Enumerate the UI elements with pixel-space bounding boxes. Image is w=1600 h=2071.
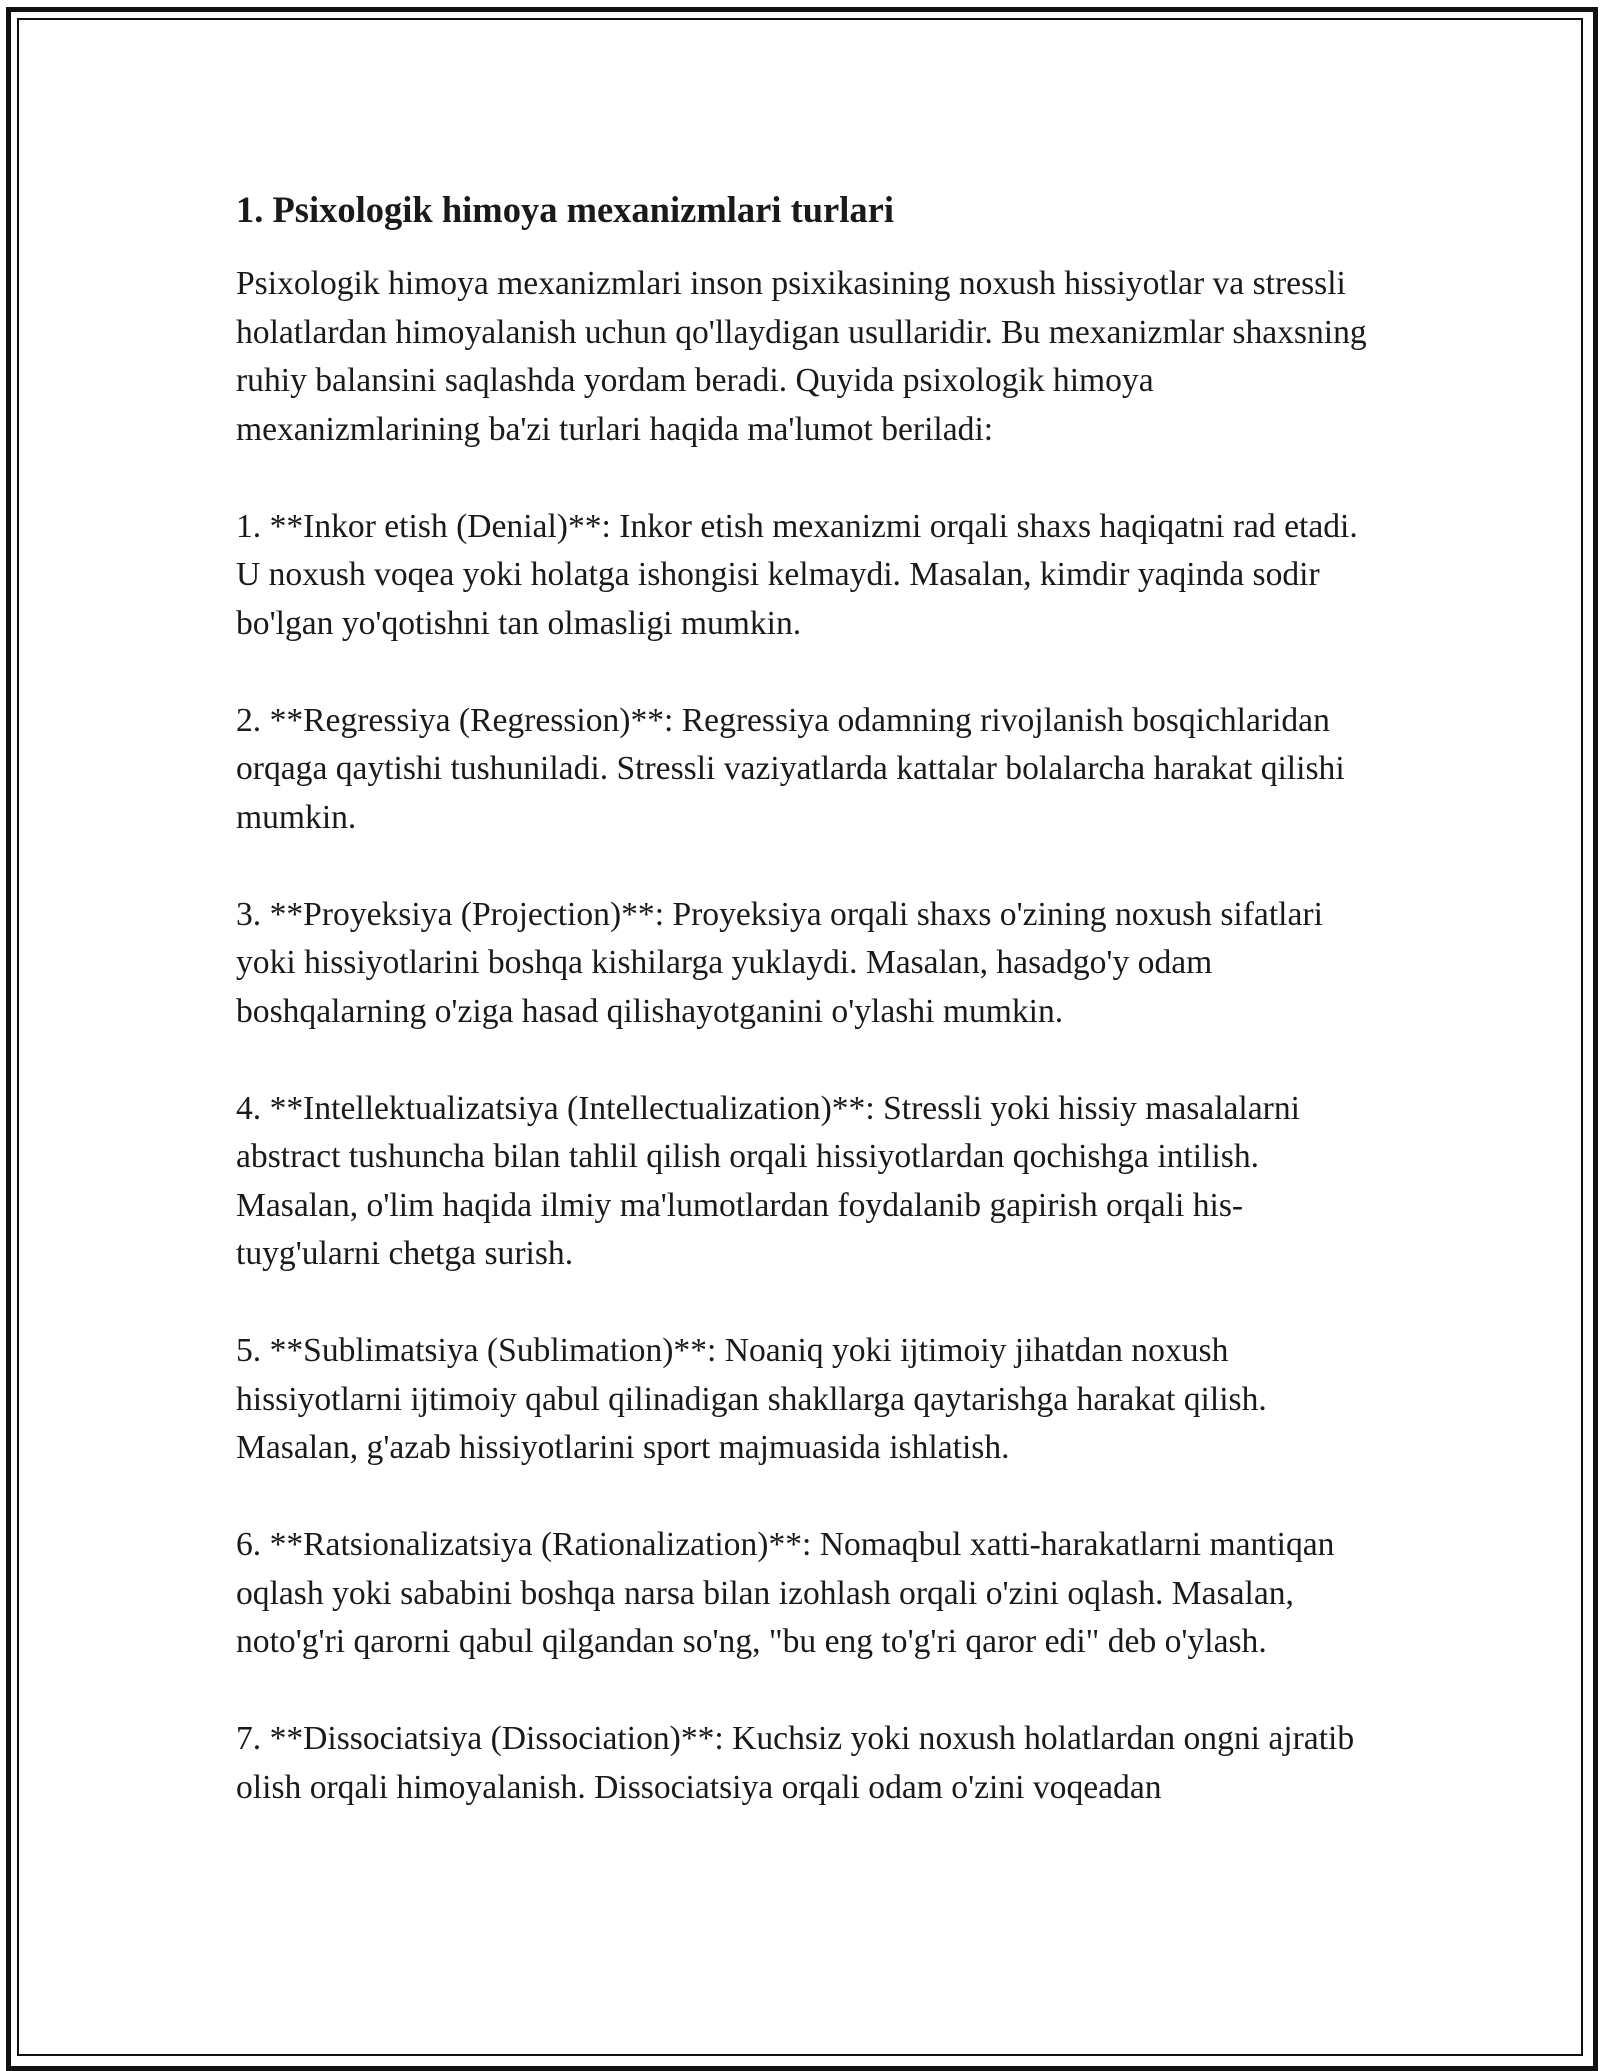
intro-paragraph: Psixologik himoya mexanizmlari inson psixikasining noxush hissiyotlar va stressli holatlardan himoyalanish uchun qo'llaydigan usullaridir. Bu mexanizmlar shaxsning ruhiy balansini saqlashda yordam beradi. Quyida psixologik himoya mexanizmlarining ba'zi turlari haqida ma'lumot beriladi: [236, 265, 1367, 448]
section-heading: 1. Psixologik himoya mexanizmlari turlari [236, 189, 894, 230]
document-page [236, 186, 1376, 1812]
list-item-denial: 1. **Inkor etish (Denial)**: Inkor etish mexanizmi orqali shaxs haqiqatni rad etadi. U noxush voqea yoki holatga ishongisi kelmaydi. Masalan, kimdir yaqinda sodir bo'lgan yo'qotishni tan olmasligi mumkin. [236, 507, 1358, 642]
list-item-sublimation: 5. **Sublimatsiya (Sublimation)**: Noaniq yoki ijtimoiy jihatdan noxush hissiyotlarni ijtimoiy qabul qilinadigan shakllarga qaytarishga harakat qilish. Masalan, g'azab hissiyotlarini sport majmuasida ishlatish. [236, 1332, 1267, 1466]
document-body [236, 260, 1376, 1812]
list-item-dissociation: 7. **Dissociatsiya (Dissociation)**: Kuchsiz yoki noxush holatlardan ongni ajratib olish orqali himoyalanish. Dissociatsiya orqali odam o'zini voqeadan [236, 1720, 1355, 1806]
list-item-rationalization: 6. **Ratsionalizatsiya (Rationalization)**: Nomaqbul xatti-harakatlarni mantiqan oqlash yoki sababini boshqa narsa bilan izohlash orqali o'zini oqlash. Masalan, noto'g'ri qarorni qabul qilgandan so'ng, "bu eng to'g'ri qaror edi" deb o'ylash. [236, 1526, 1335, 1660]
list-item-regression: 2. **Regressiya (Regression)**: Regressiya odamning rivojlanish bosqichlaridan orqaga qaytishi tushuniladi. Stressli vaziyatlarda kattalar bolalarcha harakat qilishi mumkin. [236, 701, 1345, 836]
list-item-intellectualization: 4. **Intellektualizatsiya (Intellectualization)**: Stressli yoki hissiy masalalarni abstract tushuncha bilan tahlil qilish orqali hissiyotlardan qochishga intilish. Masalan, o'lim haqida ilmiy ma'lumotlardan foydalanib gapirish orqali his-tuyg'ularni chetga surish. [236, 1089, 1300, 1272]
list-item-projection: 3. **Proyeksiya (Projection)**: Proyeksiya orqali shaxs o'zining noxush sifatlari yoki hissiyotlarini boshqa kishilarga yuklaydi. Masalan, hasadgo'y odam boshqalarning o'ziga hasad qilishayotganini o'ylashi mumkin. [236, 895, 1323, 1030]
